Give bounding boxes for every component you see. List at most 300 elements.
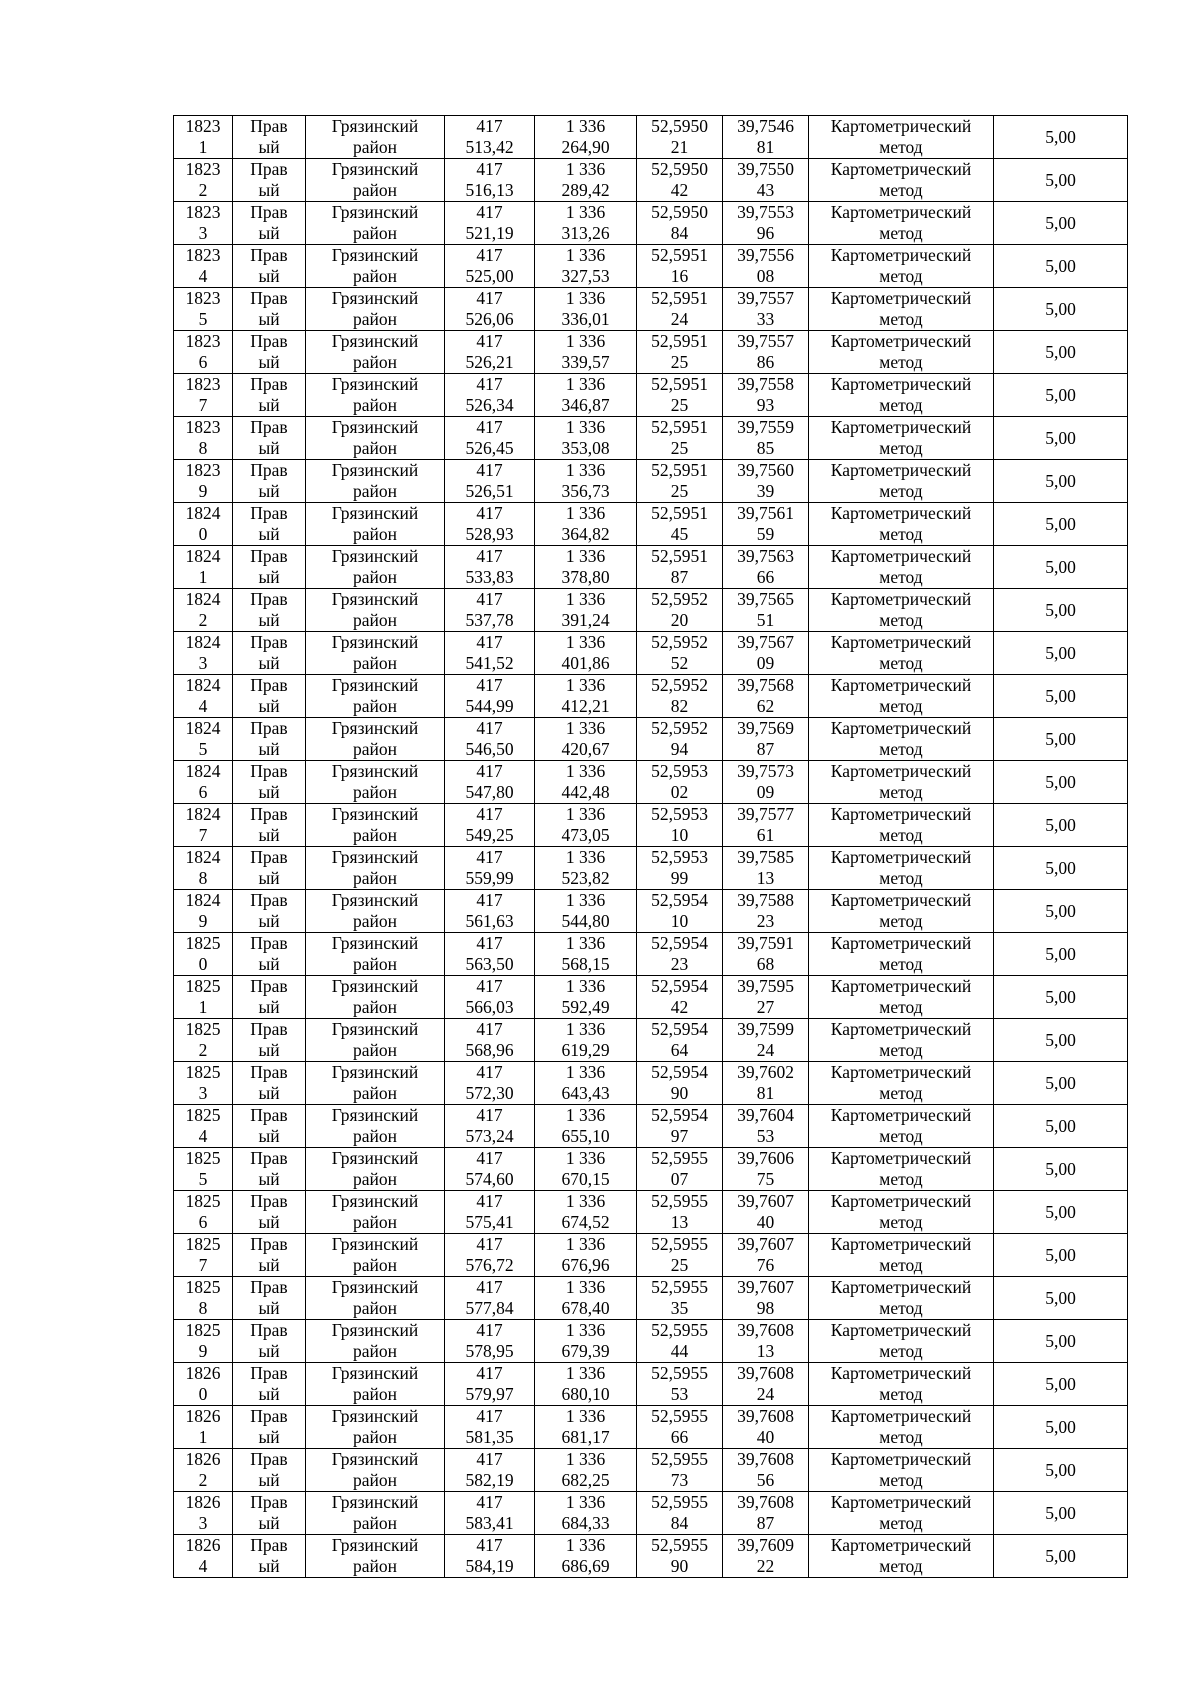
cell-district: Грязинский район — [306, 1148, 445, 1191]
cell-coord-x: 417 526,06 — [445, 288, 535, 331]
cell-bank-side: Прав ый — [233, 632, 306, 675]
table-row — [174, 546, 1128, 589]
cell-point-number: 1825 2 — [174, 1019, 233, 1062]
table-row — [174, 761, 1128, 804]
cell-coord-x: 417 526,34 — [445, 374, 535, 417]
cell-longitude: 39,7565 51 — [723, 589, 809, 632]
cell-coord-x: 417 546,50 — [445, 718, 535, 761]
cell-coord-y: 1 336 686,69 — [535, 1535, 637, 1578]
cell-point-number: 1824 6 — [174, 761, 233, 804]
cell-point-number: 1826 4 — [174, 1535, 233, 1578]
cell-coord-y: 1 336 619,29 — [535, 1019, 637, 1062]
cell-latitude: 52,5954 64 — [637, 1019, 723, 1062]
cell-bank-side: Прав ый — [233, 331, 306, 374]
cell-point-number: 1824 4 — [174, 675, 233, 718]
cell-longitude: 39,7608 13 — [723, 1320, 809, 1363]
cell-method: Картометрический метод — [809, 632, 994, 675]
table-row — [174, 804, 1128, 847]
cell-accuracy: 5,00 — [994, 1019, 1128, 1062]
cell-point-number: 1824 5 — [174, 718, 233, 761]
cell-method: Картометрический метод — [809, 1019, 994, 1062]
cell-accuracy: 5,00 — [994, 546, 1128, 589]
cell-point-number: 1825 8 — [174, 1277, 233, 1320]
cell-district: Грязинский район — [306, 589, 445, 632]
cell-point-number: 1824 3 — [174, 632, 233, 675]
cell-bank-side: Прав ый — [233, 1148, 306, 1191]
cell-district: Грязинский район — [306, 1105, 445, 1148]
table-row — [174, 1191, 1128, 1234]
cell-district: Грязинский район — [306, 1449, 445, 1492]
cell-method: Картометрический метод — [809, 1492, 994, 1535]
cell-latitude: 52,5952 20 — [637, 589, 723, 632]
cell-latitude: 52,5951 25 — [637, 417, 723, 460]
cell-longitude: 39,7595 27 — [723, 976, 809, 1019]
cell-accuracy: 5,00 — [994, 417, 1128, 460]
cell-method: Картометрический метод — [809, 417, 994, 460]
cell-point-number: 1825 1 — [174, 976, 233, 1019]
cell-latitude: 52,5954 90 — [637, 1062, 723, 1105]
cell-accuracy: 5,00 — [994, 1105, 1128, 1148]
cell-district: Грязинский район — [306, 718, 445, 761]
cell-bank-side: Прав ый — [233, 159, 306, 202]
cell-accuracy: 5,00 — [994, 632, 1128, 675]
cell-coord-x: 417 578,95 — [445, 1320, 535, 1363]
cell-latitude: 52,5955 73 — [637, 1449, 723, 1492]
table-row — [174, 1105, 1128, 1148]
cell-coord-x: 417 566,03 — [445, 976, 535, 1019]
cell-latitude: 52,5951 25 — [637, 460, 723, 503]
table-row — [174, 1320, 1128, 1363]
cell-district: Грязинский район — [306, 288, 445, 331]
cell-accuracy: 5,00 — [994, 1449, 1128, 1492]
cell-accuracy: 5,00 — [994, 890, 1128, 933]
cell-method: Картометрический метод — [809, 1062, 994, 1105]
cell-point-number: 1824 1 — [174, 546, 233, 589]
cell-accuracy: 5,00 — [994, 847, 1128, 890]
cell-latitude: 52,5952 94 — [637, 718, 723, 761]
cell-longitude: 39,7560 39 — [723, 460, 809, 503]
coordinates-table — [173, 115, 1128, 1578]
table-row — [174, 1363, 1128, 1406]
cell-district: Грязинский район — [306, 1406, 445, 1449]
cell-latitude: 52,5951 24 — [637, 288, 723, 331]
cell-district: Грязинский район — [306, 1363, 445, 1406]
cell-latitude: 52,5953 10 — [637, 804, 723, 847]
cell-method: Картометрический метод — [809, 374, 994, 417]
cell-accuracy: 5,00 — [994, 503, 1128, 546]
table-body — [174, 116, 1128, 1578]
table-row — [174, 331, 1128, 374]
cell-district: Грязинский район — [306, 675, 445, 718]
cell-bank-side: Прав ый — [233, 1406, 306, 1449]
cell-point-number: 1825 5 — [174, 1148, 233, 1191]
cell-method: Картометрический метод — [809, 503, 994, 546]
table-row — [174, 202, 1128, 245]
cell-longitude: 39,7608 56 — [723, 1449, 809, 1492]
cell-longitude: 39,7591 68 — [723, 933, 809, 976]
cell-coord-y: 1 336 356,73 — [535, 460, 637, 503]
cell-coord-x: 417 521,19 — [445, 202, 535, 245]
cell-point-number: 1824 7 — [174, 804, 233, 847]
cell-district: Грязинский район — [306, 1191, 445, 1234]
table-row — [174, 159, 1128, 202]
cell-longitude: 39,7557 86 — [723, 331, 809, 374]
table-row — [174, 890, 1128, 933]
cell-coord-x: 417 573,24 — [445, 1105, 535, 1148]
cell-longitude: 39,7609 22 — [723, 1535, 809, 1578]
cell-bank-side: Прав ый — [233, 460, 306, 503]
cell-longitude: 39,7608 24 — [723, 1363, 809, 1406]
cell-coord-y: 1 336 684,33 — [535, 1492, 637, 1535]
cell-bank-side: Прав ый — [233, 417, 306, 460]
cell-method: Картометрический метод — [809, 159, 994, 202]
cell-coord-x: 417 533,83 — [445, 546, 535, 589]
cell-method: Картометрический метод — [809, 1277, 994, 1320]
table-row — [174, 933, 1128, 976]
cell-point-number: 1825 0 — [174, 933, 233, 976]
table-row — [174, 675, 1128, 718]
cell-bank-side: Прав ый — [233, 1019, 306, 1062]
cell-point-number: 1826 1 — [174, 1406, 233, 1449]
cell-point-number: 1826 0 — [174, 1363, 233, 1406]
cell-bank-side: Прав ый — [233, 718, 306, 761]
table-row — [174, 718, 1128, 761]
table-row — [174, 288, 1128, 331]
cell-accuracy: 5,00 — [994, 331, 1128, 374]
table-row — [174, 374, 1128, 417]
cell-method: Картометрический метод — [809, 331, 994, 374]
cell-district: Грязинский район — [306, 460, 445, 503]
cell-point-number: 1824 8 — [174, 847, 233, 890]
cell-bank-side: Прав ый — [233, 1234, 306, 1277]
cell-coord-y: 1 336 420,67 — [535, 718, 637, 761]
cell-bank-side: Прав ый — [233, 1492, 306, 1535]
cell-accuracy: 5,00 — [994, 804, 1128, 847]
cell-district: Грязинский район — [306, 1062, 445, 1105]
cell-latitude: 52,5950 42 — [637, 159, 723, 202]
cell-latitude: 52,5951 87 — [637, 546, 723, 589]
cell-accuracy: 5,00 — [994, 1191, 1128, 1234]
cell-district: Грязинский район — [306, 933, 445, 976]
cell-coord-y: 1 336 364,82 — [535, 503, 637, 546]
cell-latitude: 52,5950 84 — [637, 202, 723, 245]
cell-method: Картометрический метод — [809, 1320, 994, 1363]
cell-coord-x: 417 516,13 — [445, 159, 535, 202]
cell-bank-side: Прав ый — [233, 1105, 306, 1148]
cell-accuracy: 5,00 — [994, 159, 1128, 202]
cell-coord-x: 417 547,80 — [445, 761, 535, 804]
cell-longitude: 39,7608 87 — [723, 1492, 809, 1535]
cell-bank-side: Прав ый — [233, 116, 306, 159]
cell-point-number: 1823 9 — [174, 460, 233, 503]
cell-coord-x: 417 574,60 — [445, 1148, 535, 1191]
table-row — [174, 1148, 1128, 1191]
cell-coord-y: 1 336 655,10 — [535, 1105, 637, 1148]
cell-point-number: 1825 9 — [174, 1320, 233, 1363]
cell-district: Грязинский район — [306, 159, 445, 202]
cell-district: Грязинский район — [306, 1492, 445, 1535]
cell-longitude: 39,7567 09 — [723, 632, 809, 675]
table-row — [174, 1062, 1128, 1105]
cell-point-number: 1823 3 — [174, 202, 233, 245]
cell-method: Картометрический метод — [809, 1191, 994, 1234]
cell-longitude: 39,7550 43 — [723, 159, 809, 202]
cell-coord-y: 1 336 412,21 — [535, 675, 637, 718]
cell-accuracy: 5,00 — [994, 1277, 1128, 1320]
cell-method: Картометрический метод — [809, 589, 994, 632]
table-row — [174, 1492, 1128, 1535]
table-row — [174, 1449, 1128, 1492]
cell-accuracy: 5,00 — [994, 761, 1128, 804]
cell-district: Грязинский район — [306, 503, 445, 546]
cell-coord-x: 417 581,35 — [445, 1406, 535, 1449]
cell-bank-side: Прав ый — [233, 1062, 306, 1105]
cell-coord-x: 417 584,19 — [445, 1535, 535, 1578]
cell-accuracy: 5,00 — [994, 718, 1128, 761]
cell-coord-x: 417 563,50 — [445, 933, 535, 976]
cell-point-number: 1825 4 — [174, 1105, 233, 1148]
cell-latitude: 52,5954 97 — [637, 1105, 723, 1148]
cell-accuracy: 5,00 — [994, 1234, 1128, 1277]
cell-accuracy: 5,00 — [994, 1062, 1128, 1105]
cell-longitude: 39,7546 81 — [723, 116, 809, 159]
cell-latitude: 52,5955 66 — [637, 1406, 723, 1449]
cell-latitude: 52,5955 44 — [637, 1320, 723, 1363]
cell-bank-side: Прав ый — [233, 1363, 306, 1406]
cell-longitude: 39,7607 40 — [723, 1191, 809, 1234]
cell-accuracy: 5,00 — [994, 1363, 1128, 1406]
table-row — [174, 460, 1128, 503]
cell-coord-y: 1 336 346,87 — [535, 374, 637, 417]
cell-coord-x: 417 576,72 — [445, 1234, 535, 1277]
cell-longitude: 39,7558 93 — [723, 374, 809, 417]
cell-coord-y: 1 336 378,80 — [535, 546, 637, 589]
cell-point-number: 1823 2 — [174, 159, 233, 202]
cell-bank-side: Прав ый — [233, 976, 306, 1019]
cell-bank-side: Прав ый — [233, 761, 306, 804]
cell-method: Картометрический метод — [809, 1406, 994, 1449]
cell-method: Картометрический метод — [809, 1234, 994, 1277]
cell-latitude: 52,5954 42 — [637, 976, 723, 1019]
cell-accuracy: 5,00 — [994, 374, 1128, 417]
cell-bank-side: Прав ый — [233, 1449, 306, 1492]
cell-latitude: 52,5955 35 — [637, 1277, 723, 1320]
cell-longitude: 39,7569 87 — [723, 718, 809, 761]
cell-longitude: 39,7559 85 — [723, 417, 809, 460]
cell-bank-side: Прав ый — [233, 1320, 306, 1363]
cell-accuracy: 5,00 — [994, 675, 1128, 718]
cell-longitude: 39,7607 76 — [723, 1234, 809, 1277]
table-row — [174, 245, 1128, 288]
cell-point-number: 1825 7 — [174, 1234, 233, 1277]
cell-longitude: 39,7553 96 — [723, 202, 809, 245]
cell-coord-y: 1 336 676,96 — [535, 1234, 637, 1277]
cell-longitude: 39,7557 33 — [723, 288, 809, 331]
cell-accuracy: 5,00 — [994, 1148, 1128, 1191]
cell-longitude: 39,7577 61 — [723, 804, 809, 847]
cell-method: Картометрический метод — [809, 1449, 994, 1492]
cell-latitude: 52,5955 53 — [637, 1363, 723, 1406]
table-row — [174, 589, 1128, 632]
cell-accuracy: 5,00 — [994, 116, 1128, 159]
table-row — [174, 503, 1128, 546]
cell-longitude: 39,7556 08 — [723, 245, 809, 288]
cell-method: Картометрический метод — [809, 976, 994, 1019]
cell-coord-x: 417 526,21 — [445, 331, 535, 374]
cell-coord-x: 417 583,41 — [445, 1492, 535, 1535]
cell-coord-y: 1 336 442,48 — [535, 761, 637, 804]
cell-coord-y: 1 336 523,82 — [535, 847, 637, 890]
cell-district: Грязинский район — [306, 331, 445, 374]
cell-coord-x: 417 528,93 — [445, 503, 535, 546]
cell-method: Картометрический метод — [809, 1105, 994, 1148]
cell-district: Грязинский район — [306, 1019, 445, 1062]
table-row — [174, 1019, 1128, 1062]
cell-accuracy: 5,00 — [994, 288, 1128, 331]
cell-latitude: 52,5955 84 — [637, 1492, 723, 1535]
cell-accuracy: 5,00 — [994, 202, 1128, 245]
cell-coord-y: 1 336 643,43 — [535, 1062, 637, 1105]
cell-bank-side: Прав ый — [233, 546, 306, 589]
cell-district: Грязинский район — [306, 976, 445, 1019]
cell-district: Грязинский район — [306, 202, 445, 245]
cell-coord-y: 1 336 336,01 — [535, 288, 637, 331]
cell-accuracy: 5,00 — [994, 245, 1128, 288]
cell-coord-y: 1 336 289,42 — [535, 159, 637, 202]
cell-point-number: 1823 4 — [174, 245, 233, 288]
cell-point-number: 1825 3 — [174, 1062, 233, 1105]
cell-bank-side: Прав ый — [233, 1277, 306, 1320]
cell-point-number: 1826 2 — [174, 1449, 233, 1492]
cell-coord-x: 417 525,00 — [445, 245, 535, 288]
cell-method: Картометрический метод — [809, 675, 994, 718]
cell-district: Грязинский район — [306, 632, 445, 675]
cell-coord-x: 417 526,45 — [445, 417, 535, 460]
cell-point-number: 1826 3 — [174, 1492, 233, 1535]
cell-bank-side: Прав ый — [233, 202, 306, 245]
cell-point-number: 1823 7 — [174, 374, 233, 417]
cell-latitude: 52,5955 13 — [637, 1191, 723, 1234]
cell-district: Грязинский район — [306, 116, 445, 159]
cell-bank-side: Прав ый — [233, 675, 306, 718]
cell-accuracy: 5,00 — [994, 976, 1128, 1019]
cell-longitude: 39,7606 75 — [723, 1148, 809, 1191]
cell-district: Грязинский район — [306, 374, 445, 417]
cell-bank-side: Прав ый — [233, 890, 306, 933]
cell-district: Грязинский район — [306, 245, 445, 288]
table-row — [174, 632, 1128, 675]
cell-coord-x: 417 579,97 — [445, 1363, 535, 1406]
cell-bank-side: Прав ый — [233, 1535, 306, 1578]
cell-accuracy: 5,00 — [994, 460, 1128, 503]
cell-method: Картометрический метод — [809, 804, 994, 847]
cell-coord-x: 417 526,51 — [445, 460, 535, 503]
cell-point-number: 1824 2 — [174, 589, 233, 632]
cell-latitude: 52,5955 90 — [637, 1535, 723, 1578]
cell-bank-side: Прав ый — [233, 503, 306, 546]
cell-bank-side: Прав ый — [233, 589, 306, 632]
cell-longitude: 39,7588 23 — [723, 890, 809, 933]
cell-point-number: 1824 0 — [174, 503, 233, 546]
cell-longitude: 39,7561 59 — [723, 503, 809, 546]
cell-latitude: 52,5951 16 — [637, 245, 723, 288]
cell-longitude: 39,7608 40 — [723, 1406, 809, 1449]
cell-method: Картометрический метод — [809, 718, 994, 761]
cell-coord-y: 1 336 678,40 — [535, 1277, 637, 1320]
cell-coord-y: 1 336 401,86 — [535, 632, 637, 675]
cell-accuracy: 5,00 — [994, 1492, 1128, 1535]
cell-latitude: 52,5952 52 — [637, 632, 723, 675]
cell-longitude: 39,7602 81 — [723, 1062, 809, 1105]
cell-district: Грязинский район — [306, 847, 445, 890]
cell-district: Грязинский район — [306, 804, 445, 847]
cell-district: Грязинский район — [306, 417, 445, 460]
cell-point-number: 1823 1 — [174, 116, 233, 159]
cell-method: Картометрический метод — [809, 847, 994, 890]
cell-latitude: 52,5954 23 — [637, 933, 723, 976]
cell-latitude: 52,5955 07 — [637, 1148, 723, 1191]
cell-method: Картометрический метод — [809, 202, 994, 245]
cell-method: Картометрический метод — [809, 761, 994, 804]
cell-coord-x: 417 572,30 — [445, 1062, 535, 1105]
cell-latitude: 52,5951 45 — [637, 503, 723, 546]
cell-coord-y: 1 336 568,15 — [535, 933, 637, 976]
cell-longitude: 39,7573 09 — [723, 761, 809, 804]
cell-bank-side: Прав ый — [233, 933, 306, 976]
cell-bank-side: Прав ый — [233, 245, 306, 288]
cell-coord-x: 417 577,84 — [445, 1277, 535, 1320]
cell-latitude: 52,5953 99 — [637, 847, 723, 890]
cell-district: Грязинский район — [306, 761, 445, 804]
cell-method: Картометрический метод — [809, 245, 994, 288]
cell-latitude: 52,5952 82 — [637, 675, 723, 718]
cell-coord-x: 417 541,52 — [445, 632, 535, 675]
cell-district: Грязинский район — [306, 1234, 445, 1277]
cell-coord-y: 1 336 391,24 — [535, 589, 637, 632]
cell-coord-x: 417 575,41 — [445, 1191, 535, 1234]
cell-coord-y: 1 336 473,05 — [535, 804, 637, 847]
cell-latitude: 52,5951 25 — [637, 331, 723, 374]
cell-coord-y: 1 336 674,52 — [535, 1191, 637, 1234]
cell-coord-y: 1 336 353,08 — [535, 417, 637, 460]
cell-coord-y: 1 336 544,80 — [535, 890, 637, 933]
cell-point-number: 1823 6 — [174, 331, 233, 374]
cell-accuracy: 5,00 — [994, 933, 1128, 976]
table-row — [174, 976, 1128, 1019]
cell-accuracy: 5,00 — [994, 1320, 1128, 1363]
cell-coord-y: 1 336 670,15 — [535, 1148, 637, 1191]
cell-point-number: 1824 9 — [174, 890, 233, 933]
cell-method: Картометрический метод — [809, 116, 994, 159]
cell-district: Грязинский район — [306, 546, 445, 589]
cell-method: Картометрический метод — [809, 288, 994, 331]
cell-accuracy: 5,00 — [994, 589, 1128, 632]
cell-method: Картометрический метод — [809, 1148, 994, 1191]
table-row — [174, 1234, 1128, 1277]
cell-coord-y: 1 336 313,26 — [535, 202, 637, 245]
cell-latitude: 52,5954 10 — [637, 890, 723, 933]
cell-coord-x: 417 568,96 — [445, 1019, 535, 1062]
cell-bank-side: Прав ый — [233, 804, 306, 847]
cell-coord-x: 417 537,78 — [445, 589, 535, 632]
table-row — [174, 116, 1128, 159]
cell-point-number: 1823 5 — [174, 288, 233, 331]
cell-longitude: 39,7607 98 — [723, 1277, 809, 1320]
cell-coord-x: 417 582,19 — [445, 1449, 535, 1492]
cell-district: Грязинский район — [306, 890, 445, 933]
cell-bank-side: Прав ый — [233, 288, 306, 331]
cell-district: Грязинский район — [306, 1320, 445, 1363]
